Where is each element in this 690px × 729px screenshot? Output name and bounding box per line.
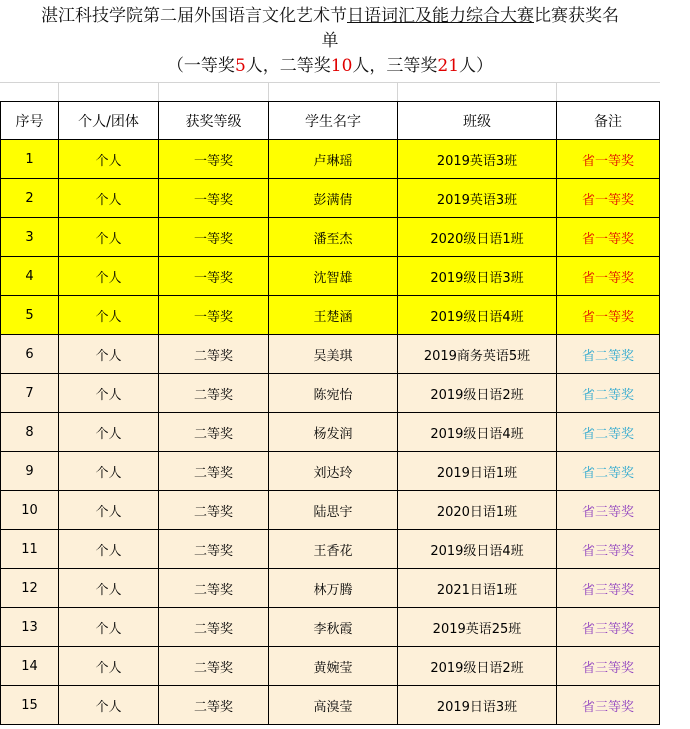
cell-note[interactable]: 省一等奖: [557, 257, 660, 296]
cell-no[interactable]: 6: [1, 335, 59, 374]
title-prefix: 湛江科技学院第二届外国语言文化艺术节: [41, 6, 347, 26]
cell-name[interactable]: 王香花: [269, 530, 398, 569]
empty-spreadsheet-row[interactable]: [0, 82, 660, 101]
cell-class[interactable]: 2019级日语2班: [398, 647, 557, 686]
cell-note[interactable]: 省二等奖: [557, 452, 660, 491]
summary-second-count: 10: [330, 56, 353, 76]
table-row: [1, 686, 660, 725]
summary-close: 人）: [459, 56, 494, 76]
header-row: [1, 102, 660, 140]
gridline: [556, 83, 557, 101]
cell-note[interactable]: 省一等奖: [557, 179, 660, 218]
cell-class[interactable]: 2020级日语1班: [398, 218, 557, 257]
table-row: [1, 452, 660, 491]
cell-no[interactable]: 10: [1, 491, 59, 530]
header-cell-note[interactable]: 备注: [557, 102, 660, 140]
cell-no[interactable]: 13: [1, 608, 59, 647]
cell-note[interactable]: 省三等奖: [557, 686, 660, 725]
cell-note[interactable]: 省三等奖: [557, 530, 660, 569]
summary-third-count: 21: [437, 56, 460, 76]
cell-class[interactable]: 2021日语1班: [398, 569, 557, 608]
cell-type[interactable]: 个人: [59, 257, 159, 296]
cell-name[interactable]: 刘达玲: [269, 452, 398, 491]
title-underlined: 日语词汇及能力综合大赛: [347, 6, 534, 26]
summary-first-count: 5: [234, 56, 246, 76]
header-cell-type[interactable]: 个人/团体: [59, 102, 159, 140]
cell-class[interactable]: 2019级日语4班: [398, 296, 557, 335]
table-body: [1, 140, 660, 725]
cell-name[interactable]: 潘至杰: [269, 218, 398, 257]
cell-level[interactable]: 一等奖: [159, 257, 269, 296]
cell-note[interactable]: 省二等奖: [557, 413, 660, 452]
cell-name[interactable]: 陆思宇: [269, 491, 398, 530]
cell-class[interactable]: 2019英语3班: [398, 140, 557, 179]
cell-note[interactable]: 省二等奖: [557, 374, 660, 413]
cell-type[interactable]: 个人: [59, 647, 159, 686]
cell-note[interactable]: 省三等奖: [557, 569, 660, 608]
gridline: [268, 83, 269, 101]
cell-class[interactable]: 2019级日语3班: [398, 257, 557, 296]
summary-mid-2: 人，三等奖: [352, 56, 438, 76]
table-row: [1, 140, 660, 179]
title-line-1: [0, 0, 660, 29]
cell-type[interactable]: 个人: [59, 296, 159, 335]
header-cell-name[interactable]: 学生名字: [269, 102, 398, 140]
cell-name[interactable]: 李秋霞: [269, 608, 398, 647]
cell-note[interactable]: 省三等奖: [557, 608, 660, 647]
header-cell-class[interactable]: 班级: [398, 102, 557, 140]
cell-no[interactable]: 9: [1, 452, 59, 491]
table-row: [1, 569, 660, 608]
cell-level[interactable]: 一等奖: [159, 140, 269, 179]
table-row: [1, 413, 660, 452]
cell-type[interactable]: 个人: [59, 530, 159, 569]
cell-level[interactable]: 二等奖: [159, 569, 269, 608]
cell-name[interactable]: 杨发润: [269, 413, 398, 452]
table-row: [1, 335, 660, 374]
cell-type[interactable]: 个人: [59, 491, 159, 530]
cell-name[interactable]: 陈宛怡: [269, 374, 398, 413]
title-summary: [0, 54, 660, 81]
cell-type[interactable]: 个人: [59, 608, 159, 647]
cell-no[interactable]: 7: [1, 374, 59, 413]
cell-no[interactable]: 4: [1, 257, 59, 296]
cell-no[interactable]: 14: [1, 647, 59, 686]
cell-level[interactable]: 二等奖: [159, 452, 269, 491]
title-suffix: 比赛获奖名: [534, 6, 619, 26]
cell-level[interactable]: 二等奖: [159, 335, 269, 374]
cell-no[interactable]: 3: [1, 218, 59, 257]
cell-no[interactable]: 15: [1, 686, 59, 725]
cell-class[interactable]: 2019级日语2班: [398, 374, 557, 413]
cell-type[interactable]: 个人: [59, 374, 159, 413]
summary-mid-1: 人，二等奖: [245, 56, 331, 76]
cell-class[interactable]: 2019英语25班: [398, 608, 557, 647]
cell-level[interactable]: 二等奖: [159, 608, 269, 647]
sheet-title[interactable]: [0, 0, 661, 81]
cell-no[interactable]: 12: [1, 569, 59, 608]
cell-name[interactable]: 吴美琪: [269, 335, 398, 374]
cell-type[interactable]: 个人: [59, 335, 159, 374]
cell-type[interactable]: 个人: [59, 413, 159, 452]
table-row: [1, 530, 660, 569]
table-row: [1, 257, 660, 296]
cell-level[interactable]: 二等奖: [159, 530, 269, 569]
cell-level[interactable]: 二等奖: [159, 647, 269, 686]
cell-class[interactable]: 2019商务英语5班: [398, 335, 557, 374]
cell-name[interactable]: 彭满倩: [269, 179, 398, 218]
table-row: [1, 608, 660, 647]
cell-no[interactable]: 1: [1, 140, 59, 179]
cell-type[interactable]: 个人: [59, 140, 159, 179]
cell-type[interactable]: 个人: [59, 569, 159, 608]
cell-note[interactable]: 省三等奖: [557, 647, 660, 686]
gridline: [158, 83, 159, 101]
cell-class[interactable]: 2019级日语4班: [398, 530, 557, 569]
gridline: [58, 83, 59, 101]
cell-note[interactable]: 省一等奖: [557, 296, 660, 335]
cell-no[interactable]: 8: [1, 413, 59, 452]
cell-class[interactable]: 2020日语1班: [398, 491, 557, 530]
table-row: [1, 374, 660, 413]
cell-note[interactable]: 省一等奖: [557, 140, 660, 179]
cell-level[interactable]: 二等奖: [159, 686, 269, 725]
cell-name[interactable]: 卢琳瑶: [269, 140, 398, 179]
cell-class[interactable]: 2019级日语4班: [398, 413, 557, 452]
header-cell-no[interactable]: 序号: [1, 102, 59, 140]
cell-level[interactable]: 一等奖: [159, 296, 269, 335]
cell-level[interactable]: 一等奖: [159, 218, 269, 257]
cell-level[interactable]: 二等奖: [159, 413, 269, 452]
gridline: [397, 83, 398, 101]
summary-open: （一等奖: [166, 56, 235, 76]
table-row: [1, 647, 660, 686]
table-row: [1, 179, 660, 218]
cell-name[interactable]: 沈智雄: [269, 257, 398, 296]
cell-class[interactable]: 2019日语3班: [398, 686, 557, 725]
cell-type[interactable]: 个人: [59, 179, 159, 218]
table-row: [1, 218, 660, 257]
cell-type[interactable]: 个人: [59, 452, 159, 491]
title-line-2: 单: [321, 31, 339, 51]
cell-level[interactable]: 一等奖: [159, 179, 269, 218]
cell-name[interactable]: 林万腾: [269, 569, 398, 608]
blank-margin: [660, 0, 690, 729]
cell-note[interactable]: 省二等奖: [557, 335, 660, 374]
award-table: [0, 101, 660, 725]
cell-level[interactable]: 二等奖: [159, 374, 269, 413]
cell-note[interactable]: 省一等奖: [557, 218, 660, 257]
cell-class[interactable]: 2019日语1班: [398, 452, 557, 491]
cell-name[interactable]: 黄婉莹: [269, 647, 398, 686]
cell-note[interactable]: 省三等奖: [557, 491, 660, 530]
cell-class[interactable]: 2019英语3班: [398, 179, 557, 218]
table-row: [1, 296, 660, 335]
cell-level[interactable]: 二等奖: [159, 491, 269, 530]
cell-type[interactable]: 个人: [59, 218, 159, 257]
cell-no[interactable]: 5: [1, 296, 59, 335]
cell-name[interactable]: 王楚涵: [269, 296, 398, 335]
header-cell-level[interactable]: 获奖等级: [159, 102, 269, 140]
cell-no[interactable]: 11: [1, 530, 59, 569]
table-row: [1, 491, 660, 530]
cell-name[interactable]: 高溴莹: [269, 686, 398, 725]
cell-no[interactable]: 2: [1, 179, 59, 218]
cell-type[interactable]: 个人: [59, 686, 159, 725]
